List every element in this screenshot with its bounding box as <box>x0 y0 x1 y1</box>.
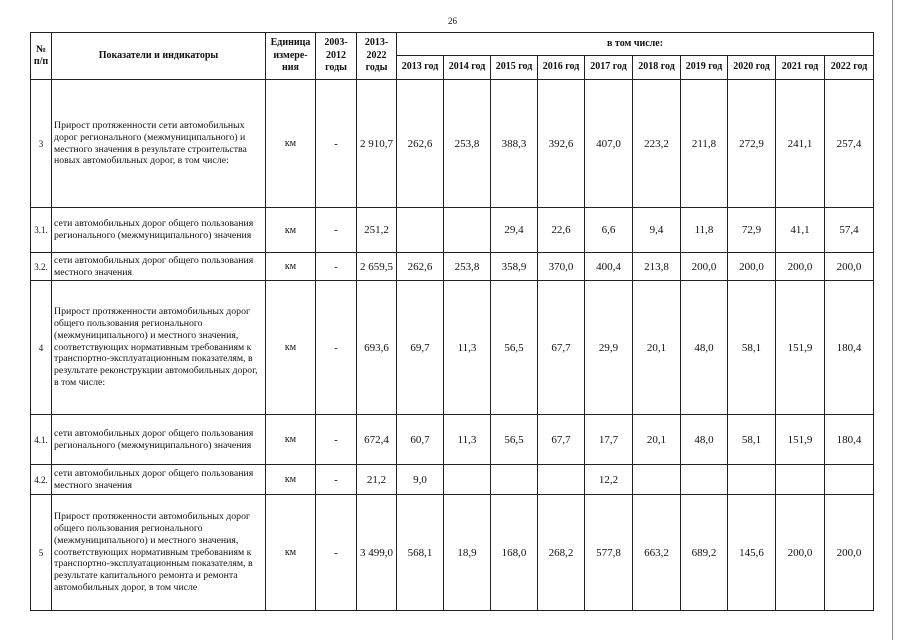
year-value: 56,5 <box>491 415 538 465</box>
table-row <box>31 281 874 415</box>
year-value: 392,6 <box>538 80 585 208</box>
period-2013-2022-value: 251,2 <box>357 208 397 253</box>
year-value: 69,7 <box>397 281 444 415</box>
year-value: 200,0 <box>728 253 776 281</box>
indicator-name: сети автомобильных дорог общего пользования местного значения <box>52 253 266 281</box>
unit-cell: км <box>266 495 316 611</box>
year-value: 48,0 <box>681 415 728 465</box>
year-value: 12,2 <box>585 465 633 495</box>
header-year: 2018 год <box>633 56 681 80</box>
year-value: 577,8 <box>585 495 633 611</box>
header-period-2003-2012: 2003-2012 годы <box>316 33 357 80</box>
header-year: 2020 год <box>728 56 776 80</box>
unit-cell: км <box>266 208 316 253</box>
year-value: 58,1 <box>728 415 776 465</box>
period-2003-2012-value: - <box>316 281 357 415</box>
year-value: 400,4 <box>585 253 633 281</box>
year-value: 29,4 <box>491 208 538 253</box>
period-2013-2022-value: 693,6 <box>357 281 397 415</box>
year-value: 48,0 <box>681 281 728 415</box>
year-value: 57,4 <box>825 208 874 253</box>
year-value: 253,8 <box>444 80 491 208</box>
table-header <box>31 33 874 80</box>
header-period-2013-2022: 2013-2022 годы <box>357 33 397 80</box>
year-value: 17,7 <box>585 415 633 465</box>
year-value: 241,1 <box>776 80 825 208</box>
table-row <box>31 80 874 208</box>
unit-cell: км <box>266 465 316 495</box>
year-value: 200,0 <box>681 253 728 281</box>
year-value: 145,6 <box>728 495 776 611</box>
year-value: 262,6 <box>397 80 444 208</box>
indicator-name: сети автомобильных дорог общего пользования регионального (межмуниципального) значения <box>52 208 266 253</box>
unit-cell: км <box>266 80 316 208</box>
page-edge-line <box>892 0 893 640</box>
header-year: 2016 год <box>538 56 585 80</box>
page-number: 26 <box>448 16 457 26</box>
year-value: 407,0 <box>585 80 633 208</box>
period-2013-2022-value: 2 659,5 <box>357 253 397 281</box>
year-value <box>491 465 538 495</box>
year-value <box>633 465 681 495</box>
row-number: 5 <box>31 495 52 611</box>
year-value: 22,6 <box>538 208 585 253</box>
indicator-name: сети автомобильных дорог общего пользования регионального (межмуниципального) значения <box>52 415 266 465</box>
period-2003-2012-value: - <box>316 465 357 495</box>
table-row <box>31 208 874 253</box>
year-value <box>681 465 728 495</box>
table-body <box>31 80 874 611</box>
year-value <box>444 465 491 495</box>
year-value: 6,6 <box>585 208 633 253</box>
year-value <box>825 465 874 495</box>
year-value: 60,7 <box>397 415 444 465</box>
indicator-name: Прирост протяженности сети автомобильных дорог регионального (межмуниципального) и местного значения в результате строительства новых автомобильных дорог, в том числе: <box>52 80 266 208</box>
year-value: 72,9 <box>728 208 776 253</box>
header-indicators: Показатели и индикаторы <box>52 33 266 80</box>
year-value: 388,3 <box>491 80 538 208</box>
header-year: 2022 год <box>825 56 874 80</box>
header-unit: Единица измере-ния <box>266 33 316 80</box>
table-row <box>31 253 874 281</box>
period-2003-2012-value: - <box>316 495 357 611</box>
indicator-name: сети автомобильных дорог общего пользования местного значения <box>52 465 266 495</box>
year-value: 257,4 <box>825 80 874 208</box>
year-value: 272,9 <box>728 80 776 208</box>
year-value: 268,2 <box>538 495 585 611</box>
year-value: 151,9 <box>776 415 825 465</box>
period-2013-2022-value: 672,4 <box>357 415 397 465</box>
header-year: 2015 год <box>491 56 538 80</box>
year-value: 253,8 <box>444 253 491 281</box>
year-value: 67,7 <box>538 415 585 465</box>
period-2003-2012-value: - <box>316 253 357 281</box>
year-value: 200,0 <box>776 253 825 281</box>
header-year: 2021 год <box>776 56 825 80</box>
header-year: 2017 год <box>585 56 633 80</box>
table-row <box>31 495 874 611</box>
header-year: 2019 год <box>681 56 728 80</box>
period-2003-2012-value: - <box>316 80 357 208</box>
year-value: 223,2 <box>633 80 681 208</box>
header-year: 2013 год <box>397 56 444 80</box>
period-2013-2022-value: 21,2 <box>357 465 397 495</box>
year-value <box>538 465 585 495</box>
period-2003-2012-value: - <box>316 208 357 253</box>
year-value: 9,4 <box>633 208 681 253</box>
year-value: 568,1 <box>397 495 444 611</box>
year-value: 200,0 <box>825 253 874 281</box>
year-value: 200,0 <box>825 495 874 611</box>
year-value: 29,9 <box>585 281 633 415</box>
year-value <box>728 465 776 495</box>
year-value: 151,9 <box>776 281 825 415</box>
unit-cell: км <box>266 253 316 281</box>
year-value: 370,0 <box>538 253 585 281</box>
year-value: 200,0 <box>776 495 825 611</box>
row-number: 4 <box>31 281 52 415</box>
header-year: 2014 год <box>444 56 491 80</box>
table-row <box>31 465 874 495</box>
header-including: в том числе: <box>397 33 874 56</box>
year-value: 168,0 <box>491 495 538 611</box>
row-number: 4.2. <box>31 465 52 495</box>
year-value <box>444 208 491 253</box>
year-value: 358,9 <box>491 253 538 281</box>
year-value: 11,8 <box>681 208 728 253</box>
year-value: 20,1 <box>633 281 681 415</box>
year-value: 211,8 <box>681 80 728 208</box>
year-value <box>397 208 444 253</box>
unit-cell: км <box>266 281 316 415</box>
indicator-name: Прирост протяженности автомобильных дорог общего пользования регионального (межмуниципального) и местного значения, соответствующих нормативным требованиям к транспортно-эксплуатационным показателям, в результате реконструкции автомобильных дорог, в том числе: <box>52 281 266 415</box>
period-2003-2012-value: - <box>316 415 357 465</box>
year-value: 11,3 <box>444 281 491 415</box>
table-row <box>31 415 874 465</box>
row-number: 4.1. <box>31 415 52 465</box>
year-value: 58,1 <box>728 281 776 415</box>
year-value: 180,4 <box>825 281 874 415</box>
year-value: 180,4 <box>825 415 874 465</box>
header-num: № п/п <box>31 33 52 80</box>
year-value: 9,0 <box>397 465 444 495</box>
period-2013-2022-value: 3 499,0 <box>357 495 397 611</box>
year-value: 663,2 <box>633 495 681 611</box>
year-value: 56,5 <box>491 281 538 415</box>
year-value: 213,8 <box>633 253 681 281</box>
year-value <box>776 465 825 495</box>
unit-cell: км <box>266 415 316 465</box>
year-value: 41,1 <box>776 208 825 253</box>
indicators-table <box>30 32 874 611</box>
year-value: 20,1 <box>633 415 681 465</box>
row-number: 3 <box>31 80 52 208</box>
year-value: 262,6 <box>397 253 444 281</box>
indicator-name: Прирост протяженности автомобильных дорог общего пользования регионального (межмуниципального) и местного значения, соответствующих нормативным требованиям к транспортно-эксплуатационным показателям, в результате капитального ремонта и ремонта автомобильных дорог, в том числе <box>52 495 266 611</box>
period-2013-2022-value: 2 910,7 <box>357 80 397 208</box>
row-number: 3.1. <box>31 208 52 253</box>
year-value: 67,7 <box>538 281 585 415</box>
year-value: 11,3 <box>444 415 491 465</box>
row-number: 3.2. <box>31 253 52 281</box>
year-value: 18,9 <box>444 495 491 611</box>
year-value: 689,2 <box>681 495 728 611</box>
